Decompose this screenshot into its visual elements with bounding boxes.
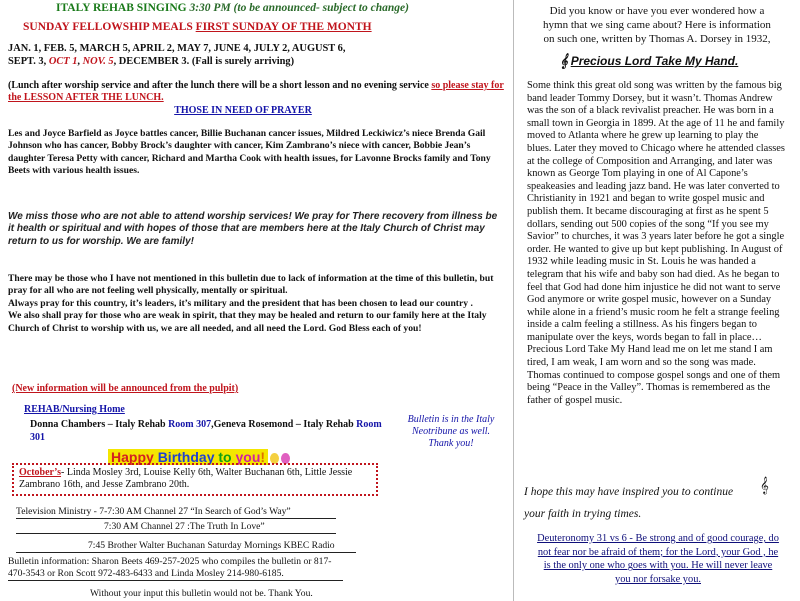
closing-text: I hope this may have inspired you to continue your faith in trying times. <box>524 486 734 520</box>
fellowship-when: FIRST SUNDAY OF THE MONTH <box>195 21 372 33</box>
rehab-singing-line <box>56 2 409 14</box>
prayer-list: Les and Joyce Barfield as Joyce battles cancer, Billie Buchanan cancer issues, Mildred Leckiwicz’s niece Brenda Gail Johnson who has cancer, Bobby Brock’s daughter with cancer, Kim Zambrano’s niece with cancer, Bobbie Jean’s daughter Teresa Petty with cancer, Richard and Martha Cook with health issues, for Lavonne Brocks family and Tony Beets with various health issues. <box>8 128 491 177</box>
lunch-stay-text: so please stay for the LESSON AFTER THE LUNCH. <box>8 80 504 104</box>
hb-word-to: to <box>218 449 232 465</box>
rehab-resident-1: Donna Chambers – Italy Rehab <box>30 419 169 430</box>
dates-nov: NOV. 5 <box>82 56 114 67</box>
tv-ministry-line-2: 7:30 AM Channel 27 :The Truth In Love” <box>104 521 265 532</box>
dates-sept: SEPT. 3, <box>8 56 49 67</box>
hb-word-exclaim: ! <box>260 449 266 465</box>
rehab-singing-label: ITALY REHAB SINGING <box>56 2 190 14</box>
birthday-month: October’s <box>19 467 62 478</box>
fellowship-dates <box>8 42 508 68</box>
radio-line: 7:45 Brother Walter Buchanan Saturday Mornings KBEC Radio <box>88 540 335 551</box>
hymn-story: Some think this great old song was written by the famous big band leader Tommy Dorsey, but it wasn’t. Thomas Andrew was the son of a black revivalist preacher. He was born in a small town in Georgia in 1899. At the age of 11 he and family moved to Atlanta where he grew up learning to play the blues. Later they moved to Chicago where he attended classes at the college of Composition and Arranging, and later was known as George Tom playing in one of Al Capone’s speakeasies and leading jazz band. He was later converted to Christianity in 1921 and began to write gospel music and publish them. It became discouraging at first as he spent 5 dollars, sending out 500 copies of the song “If you see my Savior” to churches, it was 3 years later before he got a single order. He wanted to give up but kept publishing. In August of 1932 while leading music in St. Louis he was handed a telegram that his wife and baby son had died. As he began to feel that God had done him injustice he did not want to serve God anymore or write gospel music, however on a Sunday while alone in a friend’s music room he felt a strange feeling inside a calm feeling a stillness. As his fingers began to manipulate over the keys, words began to fall in place…Precious Lord Take My Hand lead me on let me stand I am tired, I am weak, I am worn and so the song was made. Thomas continued to compose gospel songs and one of them being “Peace in the Valley”. Thomas is remembered as the father of gospel music. <box>527 80 785 406</box>
country-paragraph: Always pray for this country, it’s leaders, it’s military and the president that has been chosen to lead our country . <box>8 297 473 309</box>
music-note-icon-2: 𝄞 <box>760 478 769 494</box>
prayer-requests-block <box>8 273 506 335</box>
may-be-paragraph: There may be those who I have not mentioned in this bulletin due to lack of information at the time of this bulletin, but pray for all who are not feeling well physically, mentally or spiritual. <box>8 273 494 297</box>
rehab-room-1: Room 307 <box>168 419 212 430</box>
hb-word-you: you <box>235 449 261 465</box>
rehab-room-2: Room 301 <box>30 419 382 443</box>
lunch-text: (Lunch after worship service and after the lunch there will be a short lesson and no evening service <box>8 80 432 91</box>
shall-pray-paragraph: We also shall pray for those who are weak in spirit, that they may be healed and return to our family here at the Italy Church of Christ to worship with us, we are all needed, and all need the Lord. God Bless each of you! <box>8 310 487 334</box>
rehab-resident-2: ,Geneva Rosemond – Italy Rehab <box>211 419 357 430</box>
miss-paragraph: We miss those who are not able to attend worship services! We pray for There recovery from illness be it health or spiritual and with hopes of those that are members here at the Italy Church of Christ may return to us for worship. We are family! <box>8 211 498 247</box>
dates-dec: , DECEMBER 3. (Fall is surely arriving) <box>113 56 295 67</box>
column-divider <box>513 0 514 601</box>
fellowship-label: SUNDAY FELLOWSHIP MEALS <box>23 21 196 33</box>
birthday-list <box>12 463 378 496</box>
rehab-residents <box>30 419 395 444</box>
hymn-title-text: Precious Lord Take My Hand. <box>570 54 739 68</box>
hymn-title <box>560 53 760 69</box>
dates-separator: , <box>77 56 83 67</box>
hb-word-happy: Happy <box>111 449 154 465</box>
birthday-names: - Linda Mosley 3rd, Louise Kelly 6th, Walter Buchanan 6th, Little Jessie Zambrano 16th, and Jesse Zambrano 20th. <box>19 467 353 491</box>
hb-word-birthday: Birthday <box>157 449 215 465</box>
music-note-icon: 𝄞 <box>560 53 568 68</box>
scripture-verse: Deuteronomy 31 vs 6 - Be strong and of good courage, do not fear nor be afraid of them; for the Lord, your God , he is the only one who goes with you. He will never leave you nor forsake you. <box>537 533 779 585</box>
new-info-note: (New information will be announced from the pulpit) <box>12 383 239 394</box>
rehab-heading: REHAB/Nursing Home <box>24 404 125 415</box>
fellowship-line <box>23 21 372 33</box>
bulletin-info: Bulletin information: Sharon Beets 469-257-2025 who compiles the bulletin or 817-470-3543 or Ron Scott 972-483-6433 and Linda Mosley 214-980-6185. <box>8 556 332 579</box>
hymn-intro: Did you know or have you ever wondered how a hymn that we sing came about? Here is information on such one, written by Thomas A. Dorsey in 1932, <box>543 5 771 45</box>
prayer-heading: THOSE IN NEED OF PRAYER <box>174 104 312 116</box>
rehab-singing-time: 3:30 PM (to be announced- subject to change) <box>189 2 409 14</box>
tv-ministry-line-1: Television Ministry - 7-7:30 AM Channel 27 “In Search of God’s Way” <box>16 506 291 517</box>
lunch-note <box>8 80 508 117</box>
dates-line-2 <box>8 55 508 68</box>
without-input-line: Without your input this bulletin would not be. Thank You. <box>90 588 313 599</box>
dates-oct: OCT 1 <box>48 56 78 67</box>
dates-line-1: JAN. 1, FEB. 5, MARCH 5, APRIL 2, MAY 7, JUNE 4, JULY 2, AUGUST 6, <box>8 43 346 54</box>
bulletin-italy-note: Bulletin is in the Italy Neotribune as well. Thank you! <box>407 414 495 449</box>
